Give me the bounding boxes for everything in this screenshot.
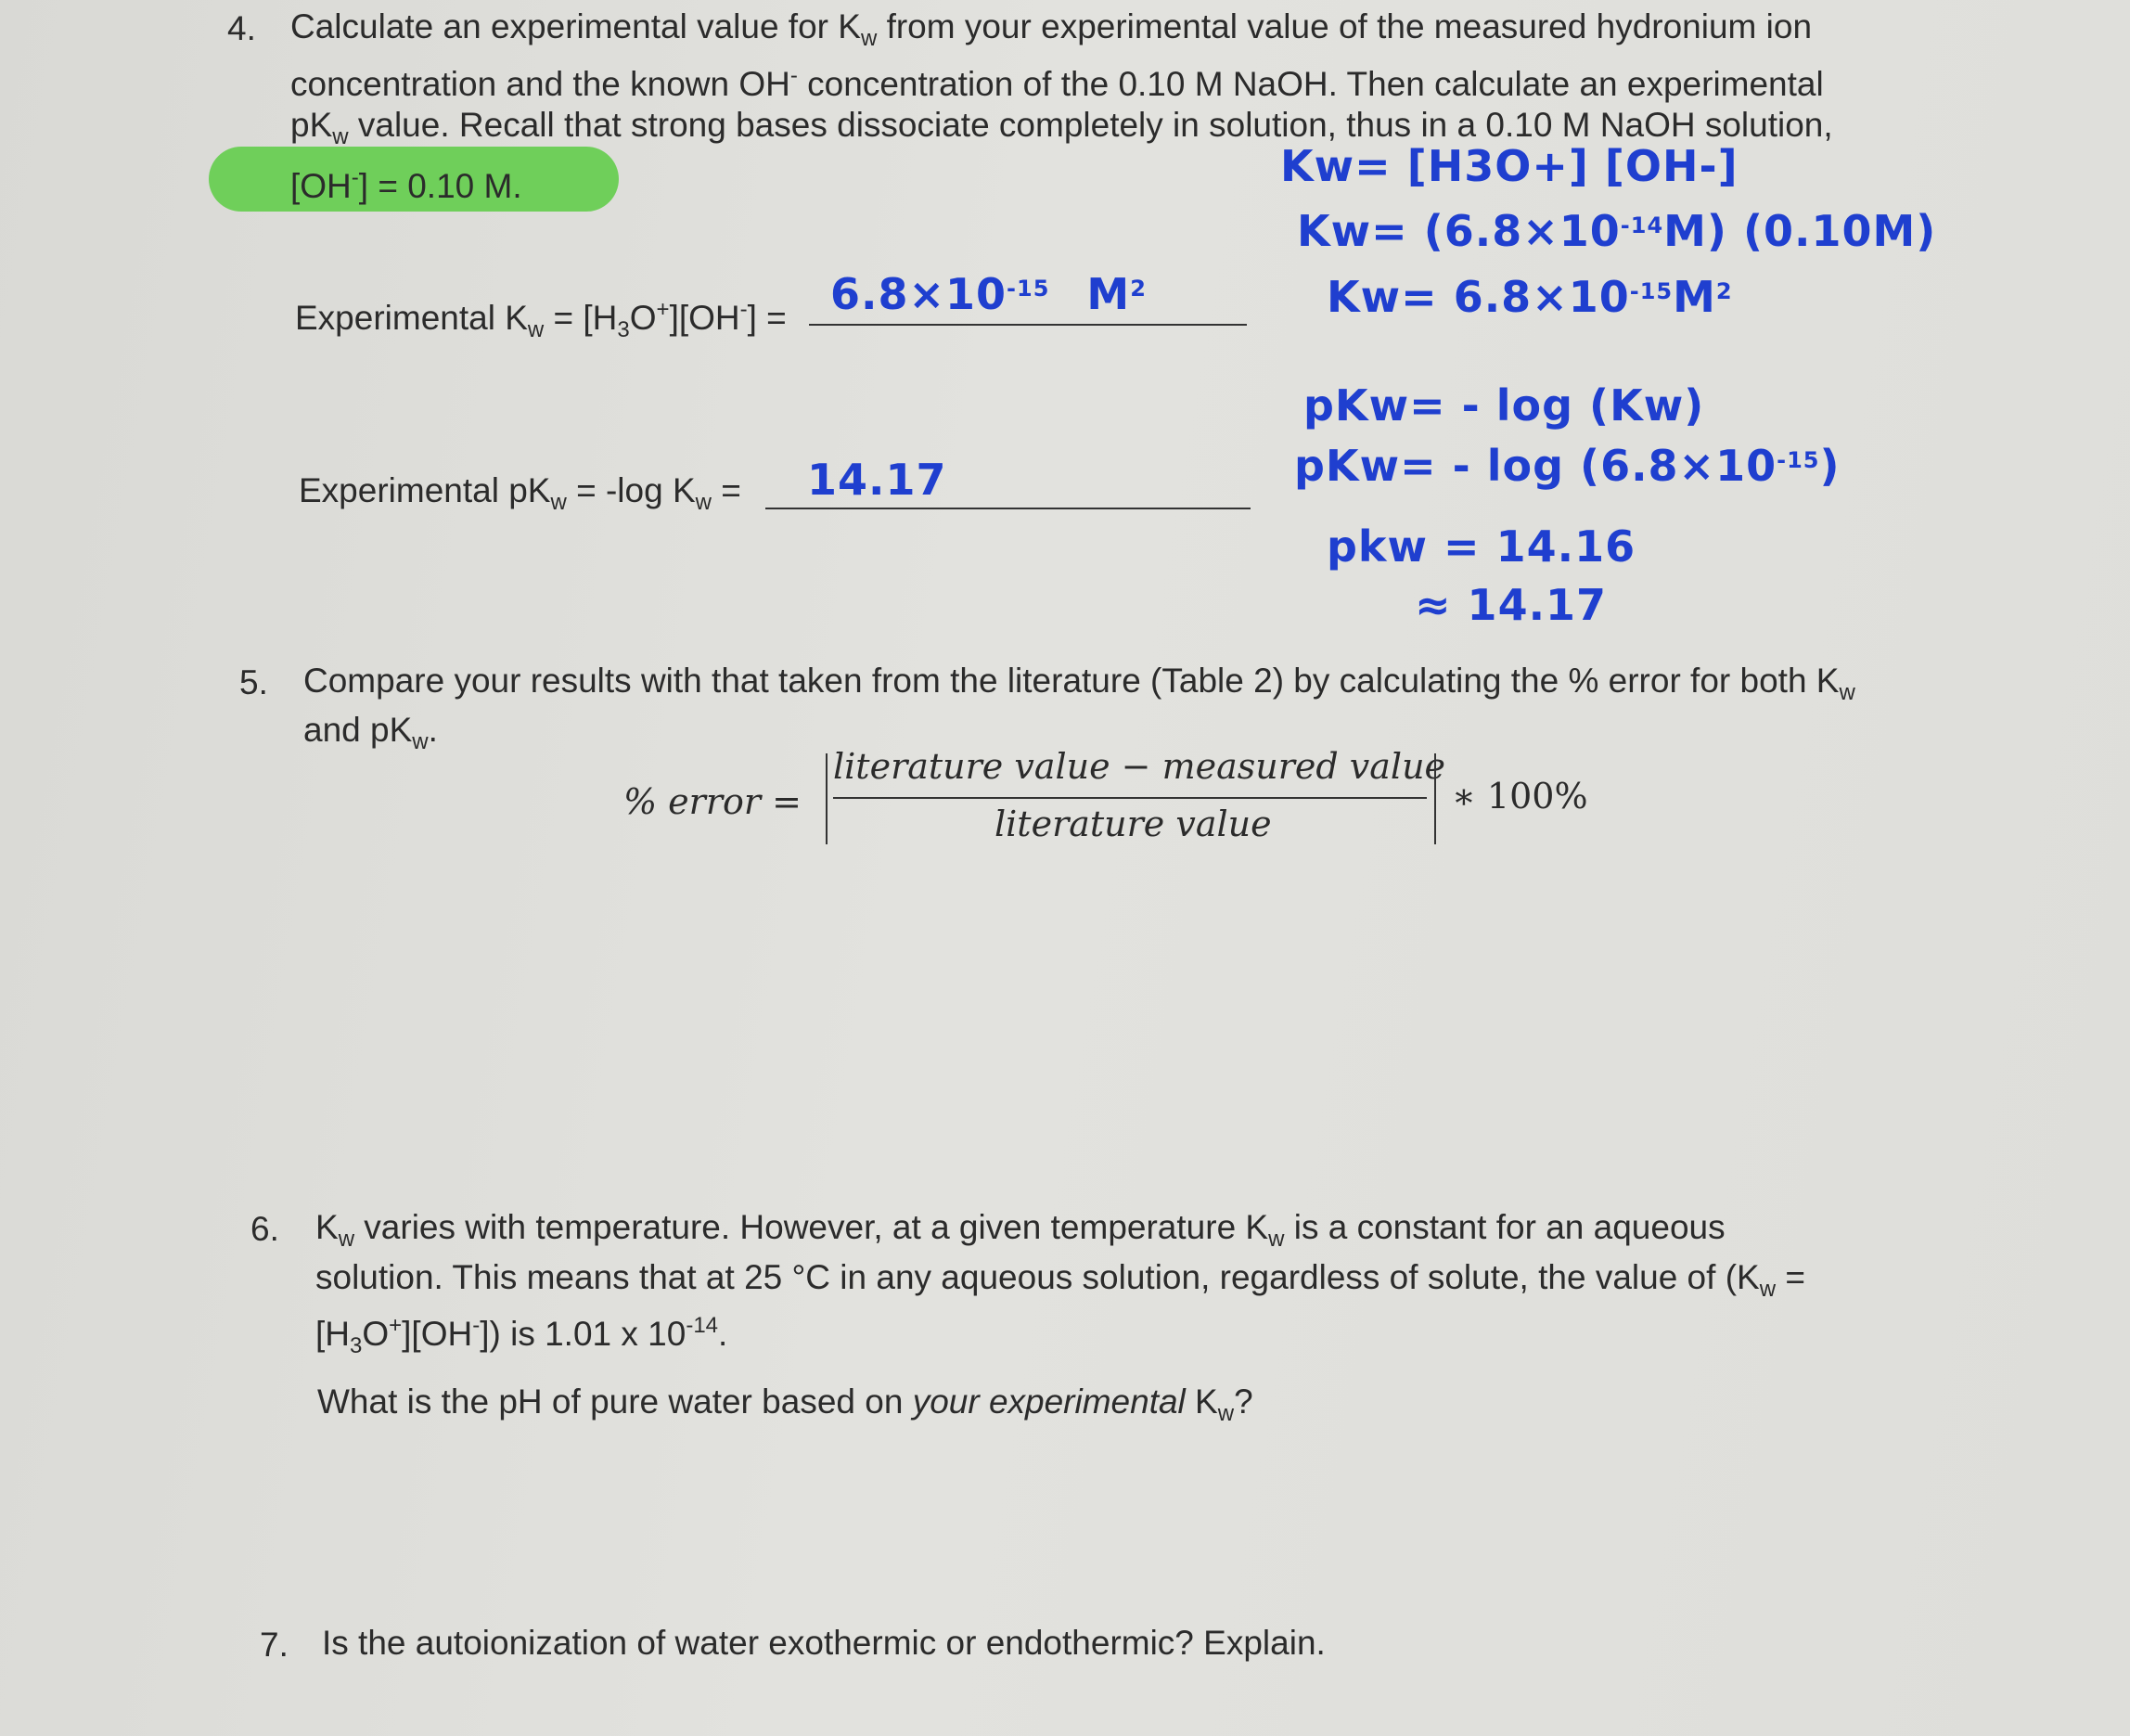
- pkw-label: Experimental $pK_w = -\log$ $K_w$ =: [299, 471, 741, 515]
- abs-bar-right: [1434, 753, 1436, 844]
- q5-line2: and $pK_w$.: [303, 711, 438, 754]
- q6-number: 6.: [250, 1210, 279, 1248]
- q4-line2: concentration and the known OH- concentration of the 0.10 M NaOH. Then calculate an experimental: [290, 63, 1824, 103]
- formula-lhs: % error =: [623, 781, 802, 822]
- work-line6: pkw = 14.16: [1327, 521, 1636, 572]
- q7-text: Is the autoionization of water exothermic or endothermic? Explain.: [322, 1624, 1326, 1662]
- q6-line3: $[H_3O^+][OH^-]$) is 1.01 x $10^{-14}$.: [315, 1313, 728, 1358]
- q6-line2: solution. This means that at 25 °C in any aqueous solution, regardless of solute, the value of ($K_w$ =: [315, 1258, 1805, 1302]
- pkw-answer-line: [765, 508, 1251, 509]
- work-line1: Kw= [H3O+] [OH-]: [1280, 141, 1739, 191]
- q5-number: 5.: [239, 663, 268, 701]
- abs-bar-left: [826, 753, 828, 844]
- formula-numerator: literature value − measured value: [833, 746, 1446, 787]
- pkw-answer: 14.17: [807, 455, 947, 505]
- kw-label: Experimental $K_w = [H_3O^+][OH^-]$ =: [295, 297, 787, 342]
- work-line2: $Kw= (6.8\times 10^{-14}M)$ (0.10M): [1297, 206, 1937, 256]
- q6-line1: $K_w$ varies with temperature. However, at a given temperature $K_w$ is a constant for an aqueous: [315, 1208, 1726, 1252]
- q7-number: 7.: [260, 1626, 289, 1664]
- q4-number: 4.: [227, 9, 256, 47]
- q4-line3: $pK_w$ value. Recall that strong bases dissociate completely in solution, thus in a 0.10 M NaOH solution,: [290, 106, 1833, 149]
- work-line3: $Kw= 6.8\times 10^{-15}M^2$: [1327, 272, 1733, 322]
- formula-denominator: literature value: [994, 804, 1272, 844]
- q6-question: What is the pH of pure water based on your experimental $K_w$?: [317, 1382, 1253, 1426]
- formula-rhs: ∗ 100%: [1452, 776, 1588, 817]
- q4-line1: Calculate an experimental value for $K_w$ from your experimental value of the measured hydronium ion: [290, 7, 1813, 51]
- work-line7: ≈ 14.17: [1415, 580, 1608, 630]
- kw-answer-line: [809, 324, 1247, 326]
- work-line5: $pKw= - \log (6.8\times 10^{-15})$: [1294, 441, 1841, 491]
- q5-line1: Compare your results with that taken from the literature (Table 2) by calculating the % error for both $K_w$: [303, 662, 1855, 705]
- work-line4: pKw= - log (Kw): [1303, 380, 1705, 431]
- fraction-line: [833, 797, 1427, 799]
- kw-answer: $6.8\times 10^{-15}$ $M^2$: [830, 269, 1147, 319]
- q4-line4: [OH-] = 0.10 M.: [290, 165, 522, 205]
